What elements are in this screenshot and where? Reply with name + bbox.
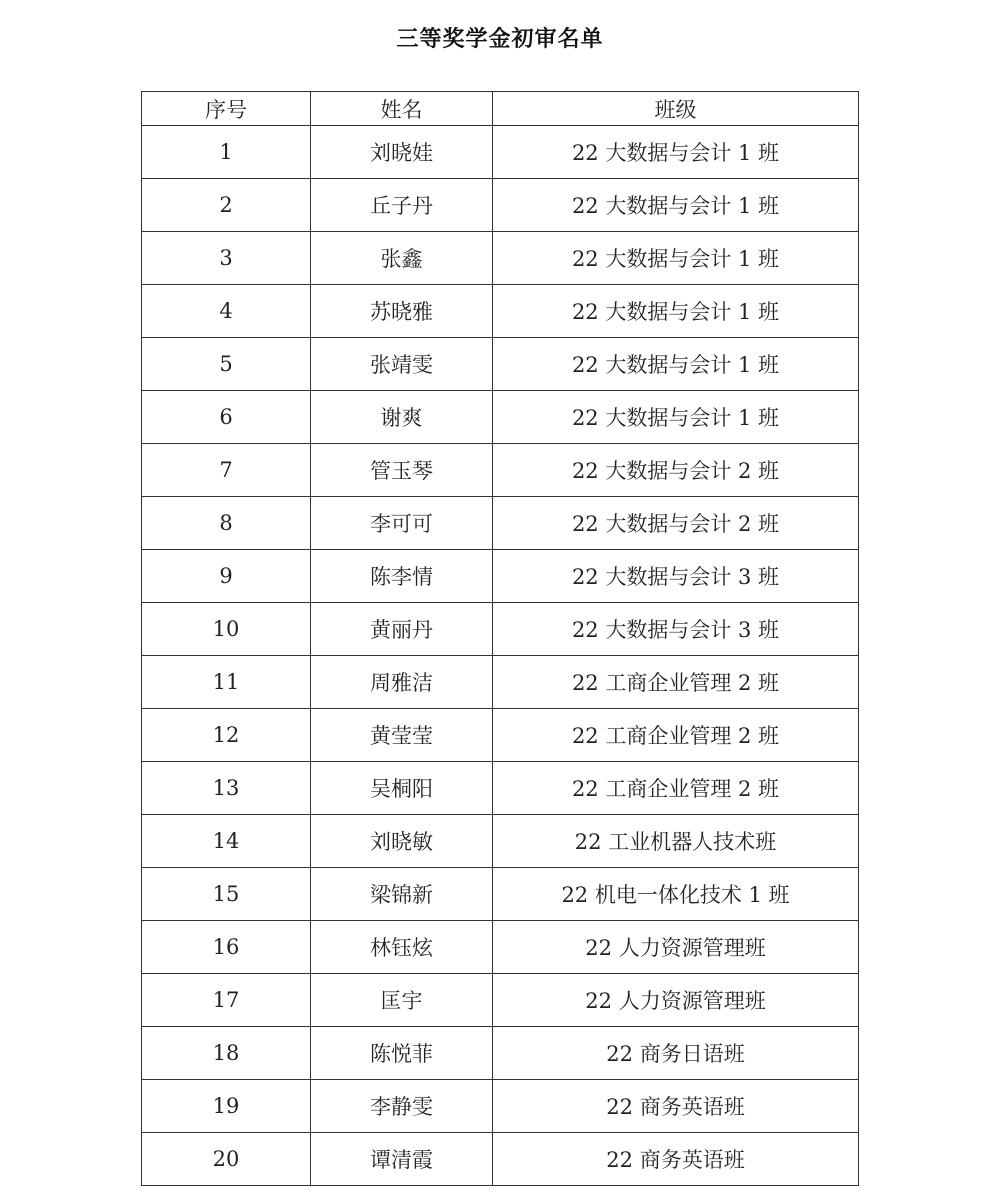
table-row [142,974,859,1027]
cell-class: 22 机电一体化技术 1 班 [493,868,859,921]
table-row [142,603,859,656]
cell-index: 1 [142,126,311,179]
table-row [142,1027,859,1080]
table-row [142,1080,859,1133]
table-header-row [142,92,859,126]
table-row [142,762,859,815]
cell-class: 22 商务英语班 [493,1133,859,1186]
cell-class: 22 商务英语班 [493,1080,859,1133]
cell-index: 12 [142,709,311,762]
cell-name: 黄莹莹 [311,709,493,762]
table-row [142,815,859,868]
cell-name: 谢爽 [311,391,493,444]
cell-class: 22 大数据与会计 1 班 [493,126,859,179]
cell-name: 吴桐阳 [311,762,493,815]
cell-index: 19 [142,1080,311,1133]
table-row [142,391,859,444]
table-row [142,497,859,550]
table-row [142,656,859,709]
table-row [142,232,859,285]
cell-name: 刘晓敏 [311,815,493,868]
cell-name: 管玉琴 [311,444,493,497]
cell-class: 22 大数据与会计 1 班 [493,232,859,285]
cell-name: 谭清霞 [311,1133,493,1186]
cell-index: 2 [142,179,311,232]
cell-name: 林钰炫 [311,921,493,974]
cell-name: 周雅洁 [311,656,493,709]
cell-name: 陈悦菲 [311,1027,493,1080]
table-row [142,709,859,762]
header-index: 序号 [142,92,311,126]
cell-index: 6 [142,391,311,444]
cell-name: 黄丽丹 [311,603,493,656]
cell-index: 10 [142,603,311,656]
cell-index: 13 [142,762,311,815]
cell-name: 苏晓雅 [311,285,493,338]
cell-class: 22 大数据与会计 1 班 [493,179,859,232]
cell-index: 20 [142,1133,311,1186]
cell-class: 22 工商企业管理 2 班 [493,762,859,815]
table-row [142,444,859,497]
cell-name: 张靖雯 [311,338,493,391]
header-class: 班级 [493,92,859,126]
cell-index: 9 [142,550,311,603]
cell-index: 14 [142,815,311,868]
cell-index: 18 [142,1027,311,1080]
table-row [142,921,859,974]
cell-class: 22 大数据与会计 1 班 [493,338,859,391]
cell-index: 4 [142,285,311,338]
cell-class: 22 人力资源管理班 [493,921,859,974]
cell-class: 22 工业机器人技术班 [493,815,859,868]
cell-index: 8 [142,497,311,550]
table-row [142,126,859,179]
cell-name: 丘子丹 [311,179,493,232]
cell-name: 李静雯 [311,1080,493,1133]
cell-index: 5 [142,338,311,391]
cell-class: 22 工商企业管理 2 班 [493,709,859,762]
cell-index: 11 [142,656,311,709]
cell-class: 22 人力资源管理班 [493,974,859,1027]
cell-class: 22 大数据与会计 2 班 [493,497,859,550]
cell-class: 22 大数据与会计 3 班 [493,550,859,603]
cell-name: 梁锦新 [311,868,493,921]
cell-name: 张鑫 [311,232,493,285]
cell-class: 22 大数据与会计 1 班 [493,391,859,444]
cell-index: 17 [142,974,311,1027]
cell-index: 7 [142,444,311,497]
cell-index: 16 [142,921,311,974]
scholarship-roster-table [141,91,859,1186]
cell-class: 22 工商企业管理 2 班 [493,656,859,709]
cell-class: 22 大数据与会计 3 班 [493,603,859,656]
table-row [142,179,859,232]
cell-index: 15 [142,868,311,921]
cell-name: 刘晓娃 [311,126,493,179]
table-row [142,550,859,603]
cell-class: 22 大数据与会计 1 班 [493,285,859,338]
header-name: 姓名 [311,92,493,126]
cell-index: 3 [142,232,311,285]
document-title: 三等奖学金初审名单 [396,27,604,52]
cell-class: 22 商务日语班 [493,1027,859,1080]
cell-name: 匡宇 [311,974,493,1027]
table-row [142,868,859,921]
cell-name: 李可可 [311,497,493,550]
table-row [142,285,859,338]
cell-class: 22 大数据与会计 2 班 [493,444,859,497]
table-row [142,338,859,391]
cell-name: 陈李情 [311,550,493,603]
table-row [142,1133,859,1186]
